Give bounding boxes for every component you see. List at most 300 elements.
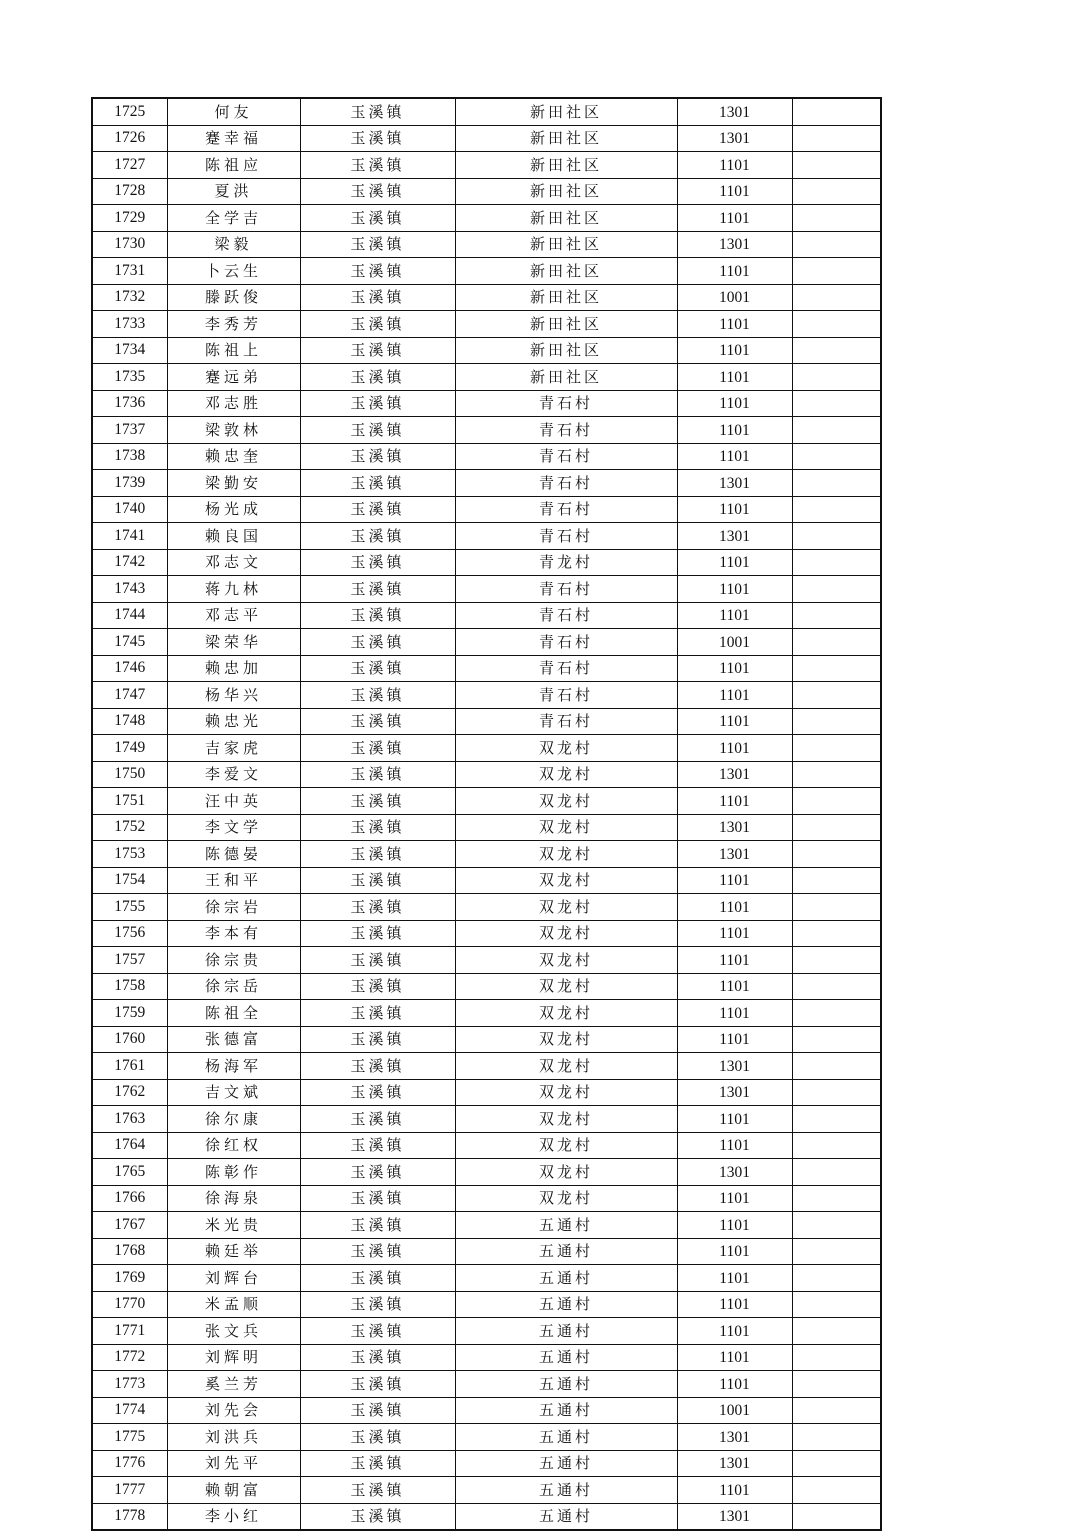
code-cell: 1101 xyxy=(677,867,792,894)
town-cell: 玉溪镇 xyxy=(300,1397,455,1424)
village-cell: 双龙村 xyxy=(455,867,677,894)
person-name-cell: 王和平 xyxy=(167,867,300,894)
town-cell: 玉溪镇 xyxy=(300,523,455,550)
person-name-cell: 赖廷举 xyxy=(167,1238,300,1265)
row-number-cell: 1765 xyxy=(92,1159,167,1186)
code-cell: 1101 xyxy=(677,894,792,921)
table-row xyxy=(92,682,881,709)
village-cell: 五通村 xyxy=(455,1238,677,1265)
town-cell: 玉溪镇 xyxy=(300,1371,455,1398)
person-name-cell: 邓志胜 xyxy=(167,390,300,417)
village-cell: 双龙村 xyxy=(455,1079,677,1106)
town-cell: 玉溪镇 xyxy=(300,841,455,868)
table-row xyxy=(92,1000,881,1027)
town-cell: 玉溪镇 xyxy=(300,311,455,338)
code-cell: 1101 xyxy=(677,1371,792,1398)
village-cell: 新田社区 xyxy=(455,258,677,285)
village-cell: 新田社区 xyxy=(455,337,677,364)
village-cell: 双龙村 xyxy=(455,788,677,815)
town-cell: 玉溪镇 xyxy=(300,284,455,311)
village-cell: 五通村 xyxy=(455,1371,677,1398)
table-row xyxy=(92,920,881,947)
village-cell: 五通村 xyxy=(455,1450,677,1477)
row-number-cell: 1728 xyxy=(92,178,167,205)
row-number-cell: 1778 xyxy=(92,1503,167,1530)
code-cell: 1101 xyxy=(677,549,792,576)
code-cell: 1101 xyxy=(677,735,792,762)
code-cell: 1101 xyxy=(677,1000,792,1027)
person-name-cell: 梁毅 xyxy=(167,231,300,258)
village-cell: 五通村 xyxy=(455,1424,677,1451)
code-cell: 1101 xyxy=(677,973,792,1000)
code-cell: 1101 xyxy=(677,1318,792,1345)
town-cell: 玉溪镇 xyxy=(300,973,455,1000)
town-cell: 玉溪镇 xyxy=(300,1450,455,1477)
note-cell xyxy=(792,788,881,815)
village-cell: 五通村 xyxy=(455,1212,677,1239)
town-cell: 玉溪镇 xyxy=(300,390,455,417)
person-name-cell: 刘先会 xyxy=(167,1397,300,1424)
person-name-cell: 刘辉台 xyxy=(167,1265,300,1292)
person-name-cell: 全学吉 xyxy=(167,205,300,232)
row-number-cell: 1748 xyxy=(92,708,167,735)
table-row xyxy=(92,1291,881,1318)
note-cell xyxy=(792,1503,881,1530)
row-number-cell: 1745 xyxy=(92,629,167,656)
code-cell: 1301 xyxy=(677,1450,792,1477)
table-row xyxy=(92,152,881,179)
village-cell: 新田社区 xyxy=(455,364,677,391)
note-cell xyxy=(792,655,881,682)
code-cell: 1101 xyxy=(677,311,792,338)
person-name-cell: 赖朝富 xyxy=(167,1477,300,1504)
town-cell: 玉溪镇 xyxy=(300,364,455,391)
code-cell: 1301 xyxy=(677,1424,792,1451)
note-cell xyxy=(792,549,881,576)
note-cell xyxy=(792,1424,881,1451)
row-number-cell: 1756 xyxy=(92,920,167,947)
row-number-cell: 1744 xyxy=(92,602,167,629)
table-row xyxy=(92,337,881,364)
village-cell: 新田社区 xyxy=(455,311,677,338)
note-cell xyxy=(792,735,881,762)
person-name-cell: 徐海泉 xyxy=(167,1185,300,1212)
note-cell xyxy=(792,1318,881,1345)
note-cell xyxy=(792,337,881,364)
table-row xyxy=(92,364,881,391)
table-row xyxy=(92,470,881,497)
table-row xyxy=(92,576,881,603)
person-name-cell: 蒋九林 xyxy=(167,576,300,603)
town-cell: 玉溪镇 xyxy=(300,98,455,125)
note-cell xyxy=(792,1000,881,1027)
village-cell: 新田社区 xyxy=(455,98,677,125)
note-cell xyxy=(792,390,881,417)
note-cell xyxy=(792,1079,881,1106)
person-name-cell: 李文学 xyxy=(167,814,300,841)
table-row xyxy=(92,205,881,232)
person-name-cell: 卜云生 xyxy=(167,258,300,285)
code-cell: 1301 xyxy=(677,1079,792,1106)
code-cell: 1101 xyxy=(677,443,792,470)
table-row xyxy=(92,98,881,125)
note-cell xyxy=(792,1238,881,1265)
town-cell: 玉溪镇 xyxy=(300,947,455,974)
person-name-cell: 李爱文 xyxy=(167,761,300,788)
note-cell xyxy=(792,417,881,444)
town-cell: 玉溪镇 xyxy=(300,735,455,762)
note-cell xyxy=(792,178,881,205)
town-cell: 玉溪镇 xyxy=(300,258,455,285)
person-name-cell: 徐红权 xyxy=(167,1132,300,1159)
code-cell: 1101 xyxy=(677,708,792,735)
town-cell: 玉溪镇 xyxy=(300,549,455,576)
note-cell xyxy=(792,152,881,179)
table-row xyxy=(92,417,881,444)
code-cell: 1101 xyxy=(677,788,792,815)
table-row xyxy=(92,655,881,682)
person-name-cell: 张文兵 xyxy=(167,1318,300,1345)
row-number-cell: 1772 xyxy=(92,1344,167,1371)
table-row xyxy=(92,735,881,762)
code-cell: 1101 xyxy=(677,390,792,417)
person-name-cell: 奚兰芳 xyxy=(167,1371,300,1398)
person-name-cell: 米光贵 xyxy=(167,1212,300,1239)
village-cell: 青石村 xyxy=(455,655,677,682)
table-row xyxy=(92,1106,881,1133)
town-cell: 玉溪镇 xyxy=(300,337,455,364)
table-row xyxy=(92,1185,881,1212)
row-number-cell: 1741 xyxy=(92,523,167,550)
table-row xyxy=(92,258,881,285)
row-number-cell: 1734 xyxy=(92,337,167,364)
note-cell xyxy=(792,1371,881,1398)
town-cell: 玉溪镇 xyxy=(300,602,455,629)
code-cell: 1101 xyxy=(677,152,792,179)
code-cell: 1101 xyxy=(677,364,792,391)
person-name-cell: 陈祖全 xyxy=(167,1000,300,1027)
town-cell: 玉溪镇 xyxy=(300,761,455,788)
village-cell: 青石村 xyxy=(455,496,677,523)
town-cell: 玉溪镇 xyxy=(300,470,455,497)
code-cell: 1001 xyxy=(677,284,792,311)
village-cell: 双龙村 xyxy=(455,761,677,788)
code-cell: 1101 xyxy=(677,1212,792,1239)
code-cell: 1301 xyxy=(677,1053,792,1080)
code-cell: 1301 xyxy=(677,1503,792,1530)
person-name-cell: 赖忠加 xyxy=(167,655,300,682)
village-cell: 五通村 xyxy=(455,1397,677,1424)
village-cell: 双龙村 xyxy=(455,894,677,921)
table-row xyxy=(92,496,881,523)
row-number-cell: 1727 xyxy=(92,152,167,179)
village-cell: 五通村 xyxy=(455,1265,677,1292)
note-cell xyxy=(792,1185,881,1212)
table-row xyxy=(92,311,881,338)
person-name-cell: 李本有 xyxy=(167,920,300,947)
row-number-cell: 1733 xyxy=(92,311,167,338)
row-number-cell: 1776 xyxy=(92,1450,167,1477)
code-cell: 1301 xyxy=(677,470,792,497)
table-row xyxy=(92,1344,881,1371)
person-name-cell: 刘洪兵 xyxy=(167,1424,300,1451)
town-cell: 玉溪镇 xyxy=(300,1291,455,1318)
code-cell: 1101 xyxy=(677,178,792,205)
village-cell: 双龙村 xyxy=(455,1026,677,1053)
village-cell: 新田社区 xyxy=(455,231,677,258)
town-cell: 玉溪镇 xyxy=(300,443,455,470)
note-cell xyxy=(792,629,881,656)
town-cell: 玉溪镇 xyxy=(300,1106,455,1133)
table-row xyxy=(92,629,881,656)
table-row xyxy=(92,443,881,470)
note-cell xyxy=(792,311,881,338)
note-cell xyxy=(792,470,881,497)
table-row xyxy=(92,284,881,311)
note-cell xyxy=(792,761,881,788)
note-cell xyxy=(792,1265,881,1292)
code-cell: 1301 xyxy=(677,814,792,841)
table-row xyxy=(92,1053,881,1080)
town-cell: 玉溪镇 xyxy=(300,814,455,841)
village-cell: 青石村 xyxy=(455,417,677,444)
town-cell: 玉溪镇 xyxy=(300,1000,455,1027)
row-number-cell: 1747 xyxy=(92,682,167,709)
person-name-cell: 赖忠光 xyxy=(167,708,300,735)
code-cell: 1301 xyxy=(677,841,792,868)
town-cell: 玉溪镇 xyxy=(300,1318,455,1345)
person-name-cell: 滕跃俊 xyxy=(167,284,300,311)
table-row xyxy=(92,549,881,576)
row-number-cell: 1739 xyxy=(92,470,167,497)
town-cell: 玉溪镇 xyxy=(300,920,455,947)
table-row xyxy=(92,602,881,629)
note-cell xyxy=(792,258,881,285)
table-row xyxy=(92,1503,881,1530)
row-number-cell: 1773 xyxy=(92,1371,167,1398)
row-number-cell: 1771 xyxy=(92,1318,167,1345)
village-cell: 青石村 xyxy=(455,682,677,709)
code-cell: 1101 xyxy=(677,1026,792,1053)
roster-table-body xyxy=(92,98,881,1530)
village-cell: 青石村 xyxy=(455,470,677,497)
row-number-cell: 1759 xyxy=(92,1000,167,1027)
town-cell: 玉溪镇 xyxy=(300,205,455,232)
village-cell: 青石村 xyxy=(455,443,677,470)
code-cell: 1301 xyxy=(677,98,792,125)
row-number-cell: 1762 xyxy=(92,1079,167,1106)
row-number-cell: 1726 xyxy=(92,125,167,152)
village-cell: 双龙村 xyxy=(455,920,677,947)
person-name-cell: 陈祖应 xyxy=(167,152,300,179)
table-row xyxy=(92,1079,881,1106)
note-cell xyxy=(792,894,881,921)
village-cell: 新田社区 xyxy=(455,125,677,152)
village-cell: 五通村 xyxy=(455,1318,677,1345)
row-number-cell: 1725 xyxy=(92,98,167,125)
table-row xyxy=(92,1238,881,1265)
village-cell: 五通村 xyxy=(455,1503,677,1530)
town-cell: 玉溪镇 xyxy=(300,1477,455,1504)
note-cell xyxy=(792,1344,881,1371)
person-name-cell: 蹇幸福 xyxy=(167,125,300,152)
note-cell xyxy=(792,682,881,709)
person-name-cell: 刘先平 xyxy=(167,1450,300,1477)
note-cell xyxy=(792,602,881,629)
note-cell xyxy=(792,284,881,311)
village-cell: 新田社区 xyxy=(455,205,677,232)
note-cell xyxy=(792,1291,881,1318)
note-cell xyxy=(792,231,881,258)
table-row xyxy=(92,231,881,258)
village-cell: 五通村 xyxy=(455,1477,677,1504)
town-cell: 玉溪镇 xyxy=(300,867,455,894)
note-cell xyxy=(792,576,881,603)
table-row xyxy=(92,1424,881,1451)
note-cell xyxy=(792,947,881,974)
town-cell: 玉溪镇 xyxy=(300,788,455,815)
village-cell: 双龙村 xyxy=(455,1132,677,1159)
note-cell xyxy=(792,814,881,841)
code-cell: 1301 xyxy=(677,523,792,550)
row-number-cell: 1767 xyxy=(92,1212,167,1239)
town-cell: 玉溪镇 xyxy=(300,1053,455,1080)
code-cell: 1101 xyxy=(677,496,792,523)
code-cell: 1101 xyxy=(677,258,792,285)
row-number-cell: 1769 xyxy=(92,1265,167,1292)
town-cell: 玉溪镇 xyxy=(300,417,455,444)
code-cell: 1001 xyxy=(677,629,792,656)
code-cell: 1101 xyxy=(677,947,792,974)
row-number-cell: 1760 xyxy=(92,1026,167,1053)
row-number-cell: 1751 xyxy=(92,788,167,815)
note-cell xyxy=(792,973,881,1000)
row-number-cell: 1731 xyxy=(92,258,167,285)
village-cell: 新田社区 xyxy=(455,284,677,311)
person-name-cell: 刘辉明 xyxy=(167,1344,300,1371)
town-cell: 玉溪镇 xyxy=(300,655,455,682)
note-cell xyxy=(792,1212,881,1239)
row-number-cell: 1766 xyxy=(92,1185,167,1212)
code-cell: 1101 xyxy=(677,602,792,629)
town-cell: 玉溪镇 xyxy=(300,576,455,603)
note-cell xyxy=(792,205,881,232)
person-name-cell: 赖良国 xyxy=(167,523,300,550)
note-cell xyxy=(792,867,881,894)
town-cell: 玉溪镇 xyxy=(300,125,455,152)
row-number-cell: 1758 xyxy=(92,973,167,1000)
town-cell: 玉溪镇 xyxy=(300,496,455,523)
town-cell: 玉溪镇 xyxy=(300,708,455,735)
table-row xyxy=(92,1026,881,1053)
table-row xyxy=(92,841,881,868)
table-row xyxy=(92,125,881,152)
row-number-cell: 1761 xyxy=(92,1053,167,1080)
town-cell: 玉溪镇 xyxy=(300,178,455,205)
row-number-cell: 1735 xyxy=(92,364,167,391)
person-name-cell: 李小红 xyxy=(167,1503,300,1530)
person-name-cell: 蹇远弟 xyxy=(167,364,300,391)
village-cell: 双龙村 xyxy=(455,1106,677,1133)
table-row xyxy=(92,1132,881,1159)
person-name-cell: 张德富 xyxy=(167,1026,300,1053)
village-cell: 双龙村 xyxy=(455,947,677,974)
person-name-cell: 邓志文 xyxy=(167,549,300,576)
village-cell: 双龙村 xyxy=(455,1053,677,1080)
town-cell: 玉溪镇 xyxy=(300,682,455,709)
town-cell: 玉溪镇 xyxy=(300,1026,455,1053)
code-cell: 1101 xyxy=(677,1185,792,1212)
code-cell: 1101 xyxy=(677,1291,792,1318)
person-name-cell: 夏洪 xyxy=(167,178,300,205)
row-number-cell: 1770 xyxy=(92,1291,167,1318)
row-number-cell: 1749 xyxy=(92,735,167,762)
row-number-cell: 1736 xyxy=(92,390,167,417)
person-name-cell: 徐尔康 xyxy=(167,1106,300,1133)
row-number-cell: 1755 xyxy=(92,894,167,921)
village-cell: 五通村 xyxy=(455,1291,677,1318)
table-row xyxy=(92,390,881,417)
town-cell: 玉溪镇 xyxy=(300,152,455,179)
note-cell xyxy=(792,523,881,550)
town-cell: 玉溪镇 xyxy=(300,1212,455,1239)
town-cell: 玉溪镇 xyxy=(300,1159,455,1186)
person-name-cell: 徐宗贵 xyxy=(167,947,300,974)
row-number-cell: 1753 xyxy=(92,841,167,868)
village-cell: 双龙村 xyxy=(455,973,677,1000)
table-row xyxy=(92,814,881,841)
village-cell: 青石村 xyxy=(455,390,677,417)
note-cell xyxy=(792,1397,881,1424)
code-cell: 1101 xyxy=(677,576,792,603)
table-row xyxy=(92,894,881,921)
town-cell: 玉溪镇 xyxy=(300,1265,455,1292)
town-cell: 玉溪镇 xyxy=(300,894,455,921)
table-row xyxy=(92,1159,881,1186)
code-cell: 1101 xyxy=(677,1106,792,1133)
code-cell: 1101 xyxy=(677,1265,792,1292)
table-row xyxy=(92,1371,881,1398)
person-name-cell: 李秀芳 xyxy=(167,311,300,338)
person-name-cell: 赖忠奎 xyxy=(167,443,300,470)
row-number-cell: 1752 xyxy=(92,814,167,841)
village-cell: 双龙村 xyxy=(455,735,677,762)
table-row xyxy=(92,523,881,550)
code-cell: 1101 xyxy=(677,655,792,682)
table-row xyxy=(92,947,881,974)
note-cell xyxy=(792,1132,881,1159)
village-cell: 青石村 xyxy=(455,708,677,735)
person-name-cell: 杨光成 xyxy=(167,496,300,523)
note-cell xyxy=(792,1106,881,1133)
code-cell: 1101 xyxy=(677,1238,792,1265)
village-cell: 青龙村 xyxy=(455,549,677,576)
village-cell: 青石村 xyxy=(455,629,677,656)
village-cell: 青石村 xyxy=(455,602,677,629)
town-cell: 玉溪镇 xyxy=(300,1503,455,1530)
row-number-cell: 1738 xyxy=(92,443,167,470)
row-number-cell: 1746 xyxy=(92,655,167,682)
note-cell xyxy=(792,364,881,391)
town-cell: 玉溪镇 xyxy=(300,1132,455,1159)
person-name-cell: 陈彰作 xyxy=(167,1159,300,1186)
roster-table xyxy=(91,97,882,1531)
village-cell: 双龙村 xyxy=(455,1185,677,1212)
code-cell: 1101 xyxy=(677,920,792,947)
row-number-cell: 1732 xyxy=(92,284,167,311)
row-number-cell: 1768 xyxy=(92,1238,167,1265)
row-number-cell: 1743 xyxy=(92,576,167,603)
